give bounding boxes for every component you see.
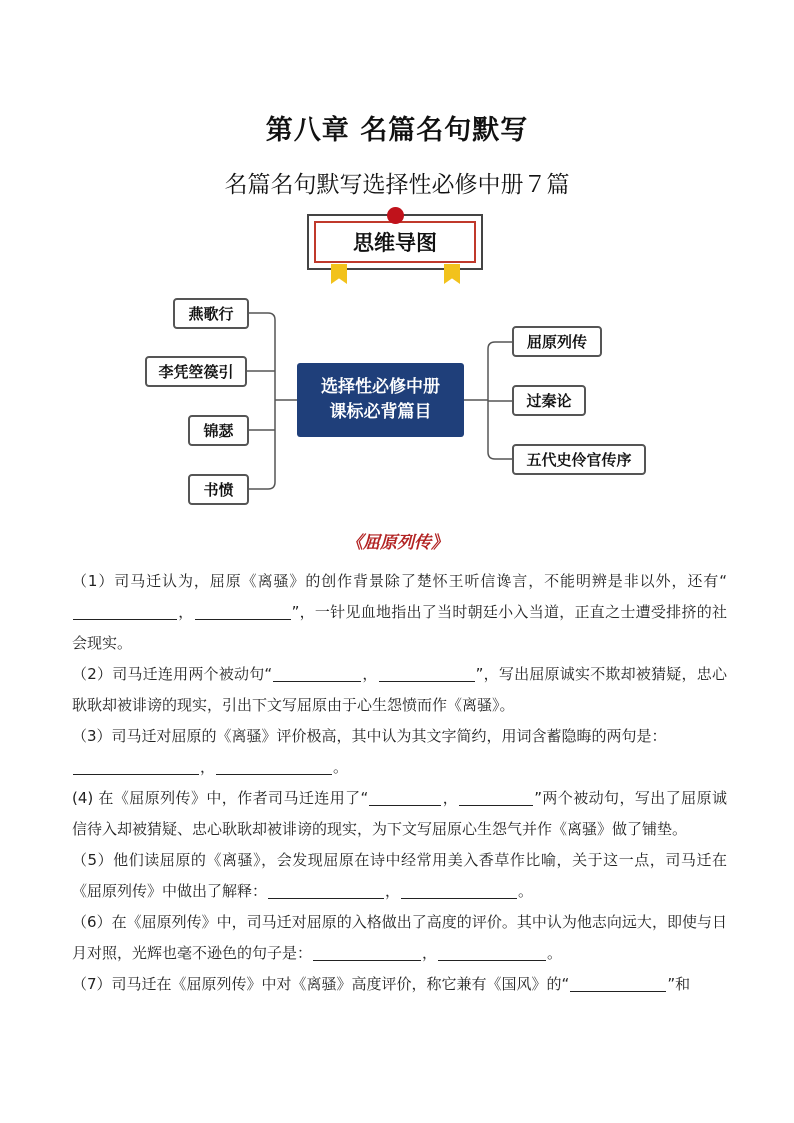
question-5-tail: 。 [518,882,534,900]
center-node [297,363,464,437]
answer-blank [273,663,361,682]
answer-blank [268,880,384,899]
chapter-title: 第八章 名篇名句默写 [265,115,529,146]
answer-blank [195,601,291,620]
question-4-tail: ”两个被动句，写出了屈原诚信待入却被猜疑、忠心耿耿却被诽谤的现实，为下文写屈原心生怨气并作《离骚》做了铺垫。 [72,789,727,838]
question-2-sep: ， [362,665,378,683]
leaf-left-3: 锦瑟 [188,415,249,446]
leaf-right-3: 五代史伶官传序 [512,444,646,475]
question-6-tail: 。 [547,944,563,962]
section-title: 《屈原列传》 [346,533,448,553]
leaf-left-2: 李凭箜篌引 [145,356,247,387]
answer-blank [459,787,533,806]
question-6 [72,907,727,969]
answer-blank [438,942,546,961]
answer-blank [570,973,666,992]
question-5-sep: ， [385,882,401,900]
question-4-text: (4) 在《屈原列传》中，作者司马迁连用了“ [72,789,369,807]
connector-right-1 [488,342,512,349]
question-4-sep: ， [442,789,459,807]
center-node-line2: 课标必背篇目 [329,402,432,422]
question-1 [72,566,727,659]
question-7-text: （7）司马迁在《屈原列传》中对《离骚》高度评价，称它兼有《国风》的“ [72,975,570,993]
answer-blank [401,880,517,899]
mind-map [0,0,794,520]
question-6-sep: ， [422,944,438,962]
answer-blank [369,787,441,806]
answer-blank [379,663,475,682]
question-6-text: （6）在《屈原列传》中，司马迁对屈原的入格做出了高度的评价。其中认为他志向远大，即使与日月对照，光辉也毫不逊色的句子是： [72,913,727,962]
question-3-sep: ， [200,758,216,776]
question-list [72,566,727,1000]
question-3 [72,721,727,783]
connector-right-3 [488,452,512,459]
answer-blank [216,756,332,775]
question-4 [72,783,727,845]
question-2-text: （2）司马迁连用两个被动句“ [72,665,273,683]
leaf-right-1: 屈原列传 [512,326,602,357]
leaf-left-4: 书愤 [188,474,249,505]
question-7 [72,969,727,1000]
answer-blank [73,756,199,775]
question-1-tail: ”，一针见血地指出了当时朝廷小入当道，正直之士遭受排挤的社会现实。 [72,603,727,652]
question-3-tail: 。 [333,758,349,776]
question-5 [72,845,727,907]
question-1-text: （1）司马迁认为，屈原《离骚》的创作背景除了楚怀王听信谗言，不能明辨是非以外，还有“ [72,572,727,590]
connector-left-4 [248,482,275,489]
question-5-text: （5）他们读屈原的《离骚》，会发现屈原在诗中经常用美入香草作比喻，关于这一点，司马迁在《屈原列传》中做出了解释： [72,851,727,900]
center-node-line1: 选择性必修中册 [321,377,440,397]
question-2-tail: ”，写出屈原诚实不欺却被猜疑，忠心耿耿却被诽谤的现实，引出下文写屈原由于心生怨愤而作《离骚》。 [72,665,727,714]
connector-left-1 [248,313,275,320]
question-3-text: （3）司马迁对屈原的《离骚》评价极高，其中认为其文字简约，用词含蓄隐晦的两句是： [72,727,667,745]
leaf-right-2: 过秦论 [512,385,586,416]
banner-label: 思维导图 [314,221,476,263]
question-2 [72,659,727,721]
leaf-left-1: 燕歌行 [173,298,249,329]
question-7-tail: ”和 [667,975,691,993]
pin-icon [387,207,404,224]
answer-blank [313,942,421,961]
answer-blank [73,601,177,620]
question-1-sep: ， [178,603,194,621]
subtitle: 名篇名句默写选择性必修中册７篇 [224,172,570,198]
